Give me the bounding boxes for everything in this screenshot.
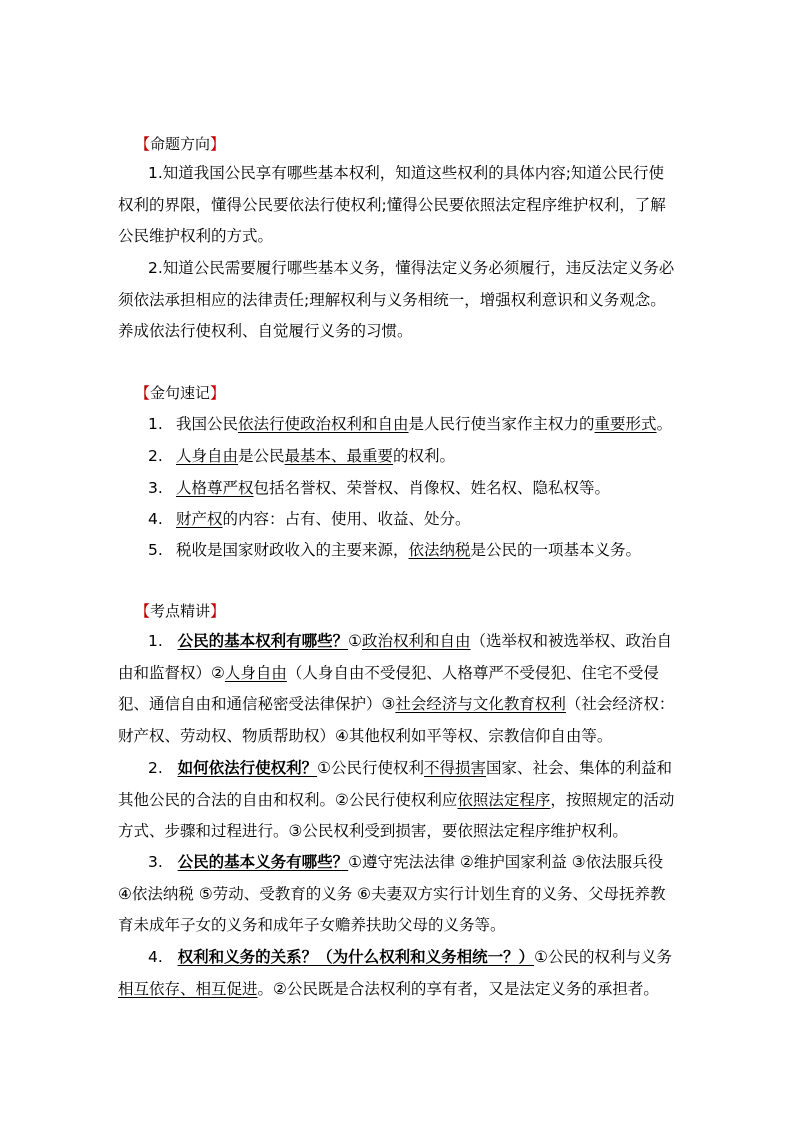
mingti-paragraph-1: 1.知道我国公民享有哪些基本权利，知道这些权利的具体内容;知道公民行使权利的界限，懂得公民要依法行使权利;懂得公民要依照法定程序维护权利，了解公民维护权利的方式。 xyxy=(118,164,666,245)
jinju-item-2: 2. 人身自由是公民最基本、最重要的权利。 xyxy=(148,447,456,465)
jinju-item-1: 1. 我国公民依法行使政治权利和自由是人民行使当家作主权力的重要形式。 xyxy=(148,415,673,433)
jinju-item-4: 4. 财产权的内容：占有、使用、收益、处分。 xyxy=(148,510,471,528)
jinju-item-5: 5. 税收是国家财政收入的主要来源，依法纳税是公民的一项基本义务。 xyxy=(148,541,642,559)
kaodian-question-3: 3. 公民的基本义务有哪些？①遵守宪法法律 ②维护国家利益 ③依法服兵役 ④依法纳税 ⑤劳动、受教育的义务 ⑥夫妻双方实行计划生育的义务、父母抚养教育未成年子女的义务和成年子女赡养扶助父母的义务等。 xyxy=(118,853,666,934)
section-title-kaodian: 【考点精讲】 xyxy=(135,602,226,620)
mingti-paragraph-2: 2.知道公民需要履行哪些基本义务，懂得法定义务必须履行，违反法定义务必须依法承担相应的法律责任;理解权利与义务相统一，增强权利意识和义务观念。养成依法行使权利、自觉履行义务的习惯。 xyxy=(118,259,675,340)
kaodian-question-2: 2. 如何依法行使权利？①公民行使权利不得损害国家、社会、集体的利益和其他公民的合法的自由和权利。②公民行使权利应依照法定程序，按照规定的活动方式、步骤和过程进行。③公民权利受到损害，要依照法定程序维护权利。 xyxy=(118,759,675,840)
jinju-item-3: 3. 人格尊严权包括名誉权、荣誉权、肖像权、姓名权、隐私权等。 xyxy=(148,479,611,497)
section-title-jinju: 【金句速记】 xyxy=(135,384,226,402)
section-title-mingti: 【命题方向】 xyxy=(135,135,226,153)
kaodian-question-1: 1. 公民的基本权利有哪些？①政治权利和自由（选举权和被选举权、政治自由和监督权）②人身自由（人身自由不受侵犯、人格尊严不受侵犯、住宅不受侵犯、通信自由和通信秘密受法律保护）③社会经济与文化教育权利（社会经济权：财产权、劳动权、物质帮助权）④其他权利如平等权、宗教信仰自由等。 xyxy=(118,632,675,745)
kaodian-question-4: 4. 权利和义务的关系？（为什么权利和义务相统一？）①公民的权利与义务相互依存、相互促进。②公民既是合法权利的享有者，又是法定义务的承担者。 xyxy=(118,948,672,998)
